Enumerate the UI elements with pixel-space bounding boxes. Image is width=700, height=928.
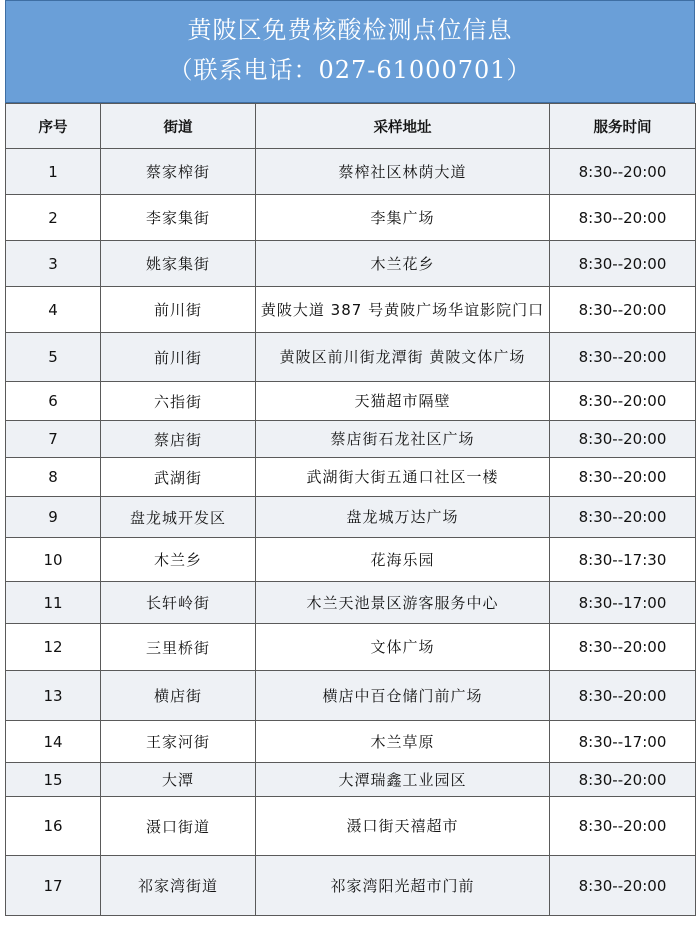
- row-time: 8:30--20:00: [550, 856, 696, 916]
- table-row: [6, 195, 696, 241]
- row-number: 11: [6, 582, 101, 624]
- row-address: 木兰天池景区游客服务中心: [256, 582, 550, 624]
- row-address: 滠口街天禧超市: [256, 797, 550, 856]
- row-time: 8:30--20:00: [550, 333, 696, 382]
- table-row: [6, 241, 696, 287]
- row-address: 花海乐园: [256, 538, 550, 582]
- row-address: 黄陂区前川街龙潭街 黄陂文体广场: [256, 333, 550, 382]
- table-row: [6, 382, 696, 421]
- page-title: 黄陂区免费核酸检测点位信息: [187, 16, 513, 44]
- row-time: 8:30--17:00: [550, 721, 696, 763]
- row-time: 8:30--20:00: [550, 287, 696, 333]
- row-number: 7: [6, 421, 101, 458]
- table-row: [6, 458, 696, 497]
- row-number: 10: [6, 538, 101, 582]
- row-address: 木兰草原: [256, 721, 550, 763]
- row-number: 13: [6, 671, 101, 721]
- contact-phone: （联系电话：027-61000701）: [168, 56, 532, 84]
- row-address: 蔡榨社区林荫大道: [256, 149, 550, 195]
- row-address: 蔡店街石龙社区广场: [256, 421, 550, 458]
- row-time: 8:30--17:00: [550, 582, 696, 624]
- table-row: [6, 333, 696, 382]
- table-row: [6, 287, 696, 333]
- table-row: [6, 421, 696, 458]
- row-number: 3: [6, 241, 101, 287]
- row-street: 滠口街道: [101, 797, 256, 856]
- row-number: 4: [6, 287, 101, 333]
- row-number: 2: [6, 195, 101, 241]
- table-row: [6, 856, 696, 916]
- table-row: [6, 497, 696, 538]
- row-street: 木兰乡: [101, 538, 256, 582]
- row-time: 8:30--20:00: [550, 458, 696, 497]
- row-street: 横店街: [101, 671, 256, 721]
- row-street: 六指街: [101, 382, 256, 421]
- row-address: 天猫超市隔壁: [256, 382, 550, 421]
- row-time: 8:30--20:00: [550, 671, 696, 721]
- row-street: 前川街: [101, 287, 256, 333]
- row-address: 盘龙城万达广场: [256, 497, 550, 538]
- row-address: 横店中百仓储门前广场: [256, 671, 550, 721]
- row-address: 大潭瑞鑫工业园区: [256, 763, 550, 797]
- row-street: 王家河街: [101, 721, 256, 763]
- row-number: 14: [6, 721, 101, 763]
- row-street: 大潭: [101, 763, 256, 797]
- column-header-time: 服务时间: [550, 104, 696, 149]
- row-address: 李集广场: [256, 195, 550, 241]
- table-row: [6, 582, 696, 624]
- row-street: 祁家湾街道: [101, 856, 256, 916]
- title-banner: [5, 0, 695, 103]
- row-address: 武湖街大街五通口社区一楼: [256, 458, 550, 497]
- row-time: 8:30--20:00: [550, 149, 696, 195]
- row-time: 8:30--20:00: [550, 624, 696, 671]
- table-row: [6, 763, 696, 797]
- column-header-address: 采样地址: [256, 104, 550, 149]
- row-street: 蔡家榨街: [101, 149, 256, 195]
- row-street: 李家集街: [101, 195, 256, 241]
- row-number: 17: [6, 856, 101, 916]
- table-row: [6, 797, 696, 856]
- row-street: 姚家集街: [101, 241, 256, 287]
- table-header-row: [6, 104, 696, 149]
- column-header-street: 街道: [101, 104, 256, 149]
- row-address: 祁家湾阳光超市门前: [256, 856, 550, 916]
- table-row: [6, 149, 696, 195]
- row-time: 8:30--20:00: [550, 763, 696, 797]
- row-number: 8: [6, 458, 101, 497]
- row-number: 15: [6, 763, 101, 797]
- row-time: 8:30--20:00: [550, 382, 696, 421]
- row-address: 文体广场: [256, 624, 550, 671]
- row-street: 前川街: [101, 333, 256, 382]
- row-time: 8:30--17:30: [550, 538, 696, 582]
- row-street: 蔡店街: [101, 421, 256, 458]
- row-number: 5: [6, 333, 101, 382]
- row-number: 12: [6, 624, 101, 671]
- row-street: 三里桥街: [101, 624, 256, 671]
- row-time: 8:30--20:00: [550, 421, 696, 458]
- row-time: 8:30--20:00: [550, 195, 696, 241]
- row-street: 长轩岭街: [101, 582, 256, 624]
- row-number: 16: [6, 797, 101, 856]
- row-street: 武湖街: [101, 458, 256, 497]
- column-header-number: 序号: [6, 104, 101, 149]
- row-time: 8:30--20:00: [550, 497, 696, 538]
- row-number: 6: [6, 382, 101, 421]
- table-body: [6, 149, 696, 916]
- test-site-sheet: [5, 0, 695, 916]
- row-number: 1: [6, 149, 101, 195]
- row-time: 8:30--20:00: [550, 241, 696, 287]
- test-site-table: [5, 103, 696, 916]
- table-row: [6, 624, 696, 671]
- row-number: 9: [6, 497, 101, 538]
- table-row: [6, 538, 696, 582]
- row-time: 8:30--20:00: [550, 797, 696, 856]
- row-street: 盘龙城开发区: [101, 497, 256, 538]
- row-address: 木兰花乡: [256, 241, 550, 287]
- table-row: [6, 721, 696, 763]
- table-row: [6, 671, 696, 721]
- row-address: 黄陂大道 387 号黄陂广场华谊影院门口: [256, 287, 550, 333]
